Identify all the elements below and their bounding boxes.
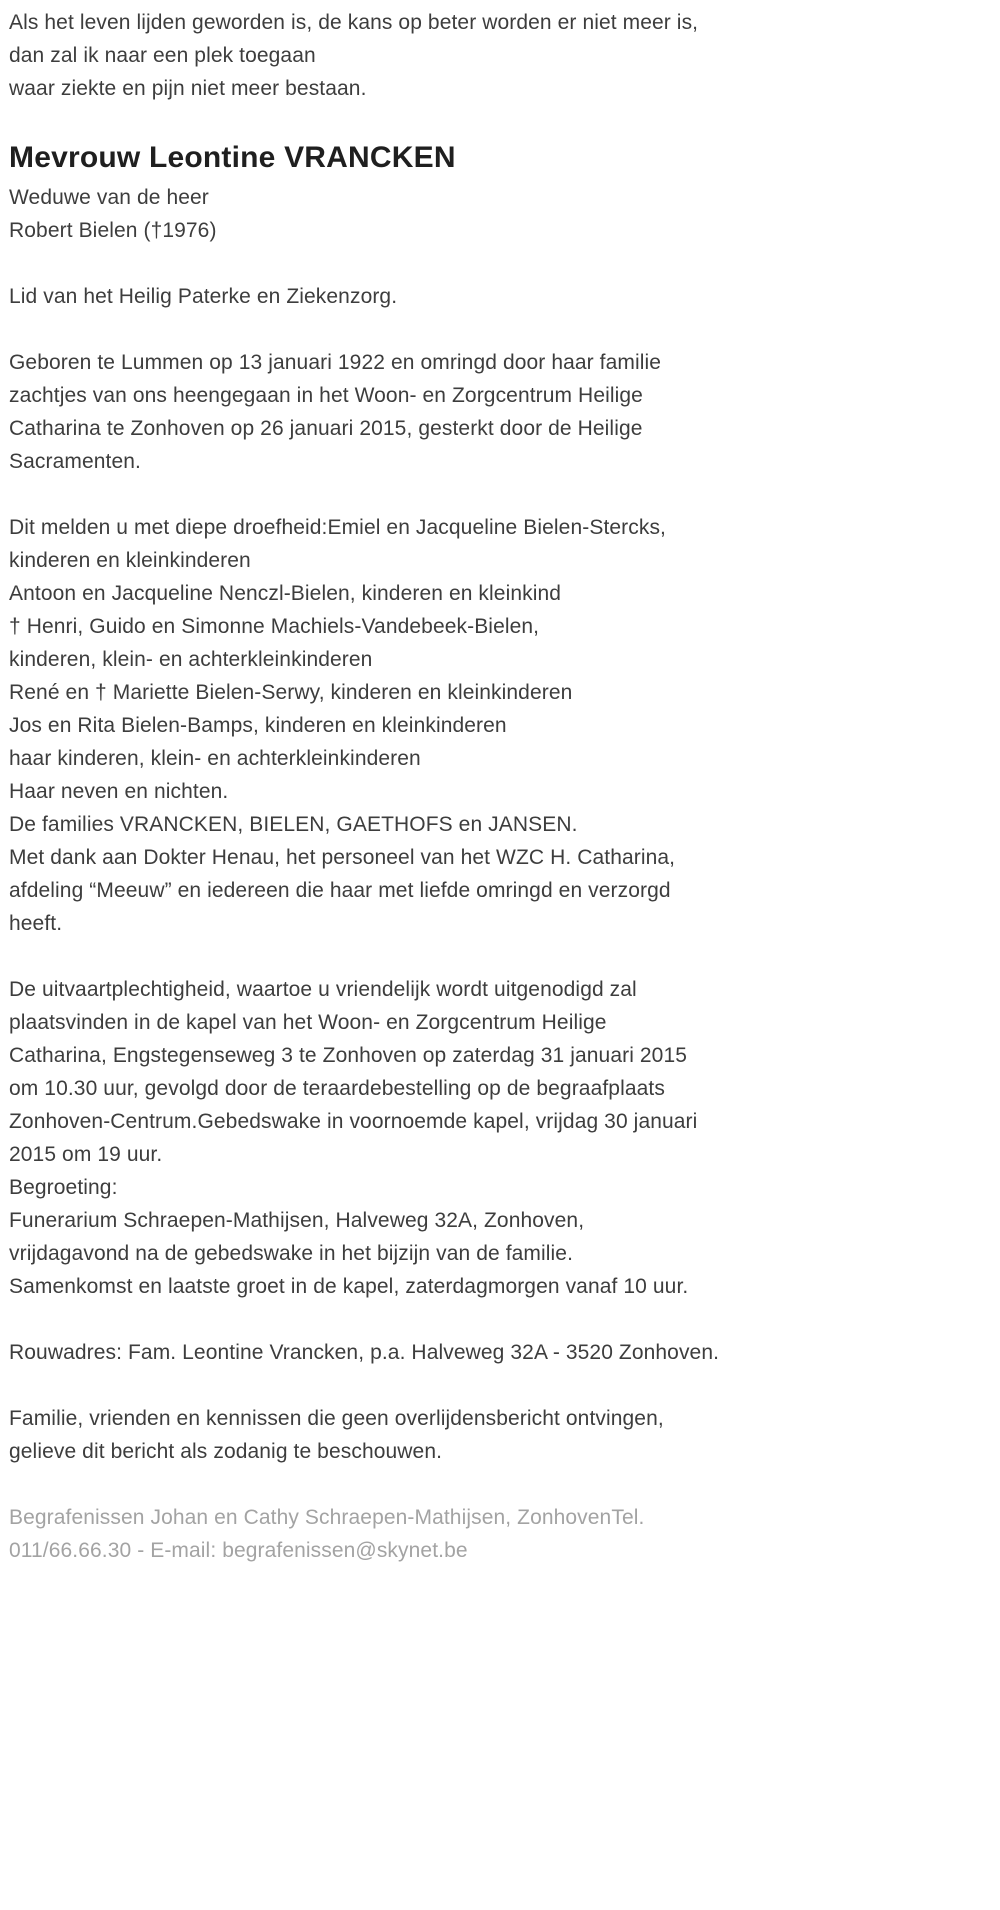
announcement-line: Sacramenten. [9,450,141,473]
family-line: heeft. [9,912,63,935]
ceremony-line: plaatsvinden in de kapel van het Woon- en Zorgcentrum Heilige [9,1011,607,1034]
deceased-name-title: Mevrouw Leontine VRANCKEN [9,141,456,174]
footer-line: 011/66.66.30 - E-mail: begrafenissen@skynet.be [9,1539,468,1562]
ceremony-details [9,973,860,1303]
family-line: Met dank aan Dokter Henau, het personeel van het WZC H. Catharina, [9,846,676,869]
ceremony-line: Begroeting: [9,1176,118,1199]
family-line: René en † Mariette Bielen-Serwy, kinderen en kleinkinderen [9,681,573,704]
ceremony-line: om 10.30 uur, gevolgd door de teraardebestelling op de begraafplaats [9,1077,665,1100]
ceremony-line: Catharina, Engstegenseweg 3 te Zonhoven op zaterdag 31 januari 2015 [9,1044,688,1067]
ceremony-line: 2015 om 19 uur. [9,1143,163,1166]
announcement-line: zachtjes van ons heengegaan in het Woon- en Zorgcentrum Heilige [9,384,643,407]
ceremony-line: Samenkomst en laatste groet in de kapel, zaterdagmorgen vanaf 10 uur. [9,1275,689,1298]
epigraph-line: dan zal ik naar een plek toegaan [9,44,316,67]
ceremony-line: Zonhoven-Centrum.Gebedswake in voornoemde kapel, vrijdag 30 januari [9,1110,698,1133]
family-line: De families VRANCKEN, BIELEN, GAETHOFS en JANSEN. [9,813,578,836]
family-line: Jos en Rita Bielen-Bamps, kinderen en kleinkinderen [9,714,507,737]
family-line: kinderen en kleinkinderen [9,549,251,572]
family-line: afdeling “Meeuw” en iedereen die haar met liefde omringd en verzorgd [9,879,671,902]
announcement-line: Catharina te Zonhoven op 26 januari 2015, gesterkt door de Heilige [9,417,643,440]
notice-block [9,1402,860,1468]
mourning-address-block [9,1336,860,1369]
epigraph-line: Als het leven lijden geworden is, de kans op beter worden er niet meer is, [9,11,699,34]
family-line: Dit melden u met diepe droefheid:Emiel en Jacqueline Bielen-Stercks, [9,516,666,539]
membership-block [9,280,860,313]
family-list [9,511,860,940]
family-line: haar kinderen, klein- en achterkleinkinderen [9,747,421,770]
epigraph [9,6,860,105]
relation-block [9,181,860,247]
ceremony-line: Funerarium Schraepen-Mathijsen, Halveweg 32A, Zonhoven, [9,1209,585,1232]
membership-line: Lid van het Heilig Paterke en Ziekenzorg. [9,285,398,308]
epigraph-line: waar ziekte en pijn niet meer bestaan. [9,77,367,100]
family-line: Antoon en Jacqueline Nenczl-Bielen, kinderen en kleinkind [9,582,562,605]
footer-line: Begrafenissen Johan en Cathy Schraepen-Mathijsen, ZonhovenTel. [9,1506,645,1529]
announcement-line: Geboren te Lummen op 13 januari 1922 en omringd door haar familie [9,351,662,374]
funeral-home-footer [9,1501,860,1567]
notice-line: gelieve dit bericht als zodanig te beschouwen. [9,1440,443,1463]
family-line: Haar neven en nichten. [9,780,229,803]
mourning-address-line: Rouwadres: Fam. Leontine Vrancken, p.a. Halveweg 32A - 3520 Zonhoven. [9,1341,720,1364]
notice-line: Familie, vrienden en kennissen die geen overlijdensbericht ontvingen, [9,1407,664,1430]
relation-line: Weduwe van de heer [9,186,209,209]
ceremony-line: De uitvaartplechtigheid, waartoe u vriendelijk wordt uitgenodigd zal [9,978,637,1001]
ceremony-line: vrijdagavond na de gebedswake in het bijzijn van de familie. [9,1242,574,1265]
family-line: † Henri, Guido en Simonne Machiels-Vandebeek-Bielen, [9,615,540,638]
relation-line: Robert Bielen (†1976) [9,219,217,242]
death-announcement [9,346,860,478]
family-line: kinderen, klein- en achterkleinkinderen [9,648,373,671]
